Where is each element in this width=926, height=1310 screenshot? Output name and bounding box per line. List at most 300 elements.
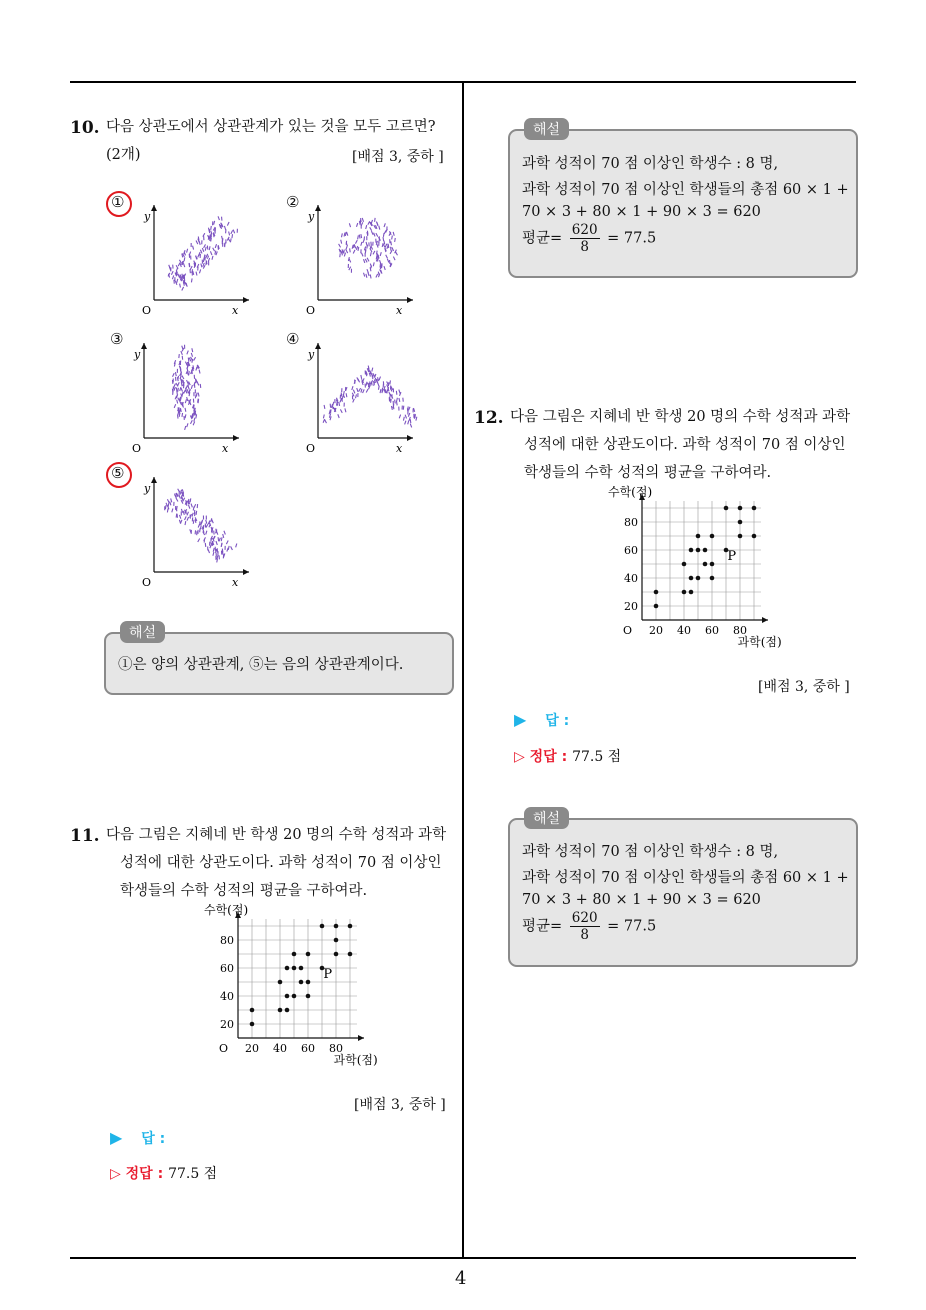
- mini-dot: [177, 279, 178, 283]
- q12-answer-row: [514, 746, 621, 766]
- mini-dot: [356, 223, 357, 227]
- mini-dot: [218, 216, 219, 220]
- mini-dot: [363, 389, 365, 393]
- avg-prefix: 평균=: [522, 230, 563, 247]
- mini-dot: [358, 379, 360, 383]
- mini-dot: [182, 413, 183, 417]
- mini-dot: [221, 537, 222, 541]
- mini-dot: [374, 233, 375, 237]
- data-point: [738, 506, 743, 511]
- mini-dot: [397, 401, 398, 405]
- mini-dot: [193, 422, 195, 426]
- mini-dot: [363, 239, 365, 243]
- data-point: [682, 590, 687, 595]
- q12-text-line2: 성적에 대한 상관도이다. 과학 성적이 70 점 이상인: [524, 437, 846, 453]
- mini-dot: [228, 546, 229, 550]
- data-point: [348, 924, 353, 929]
- mini-dot: [187, 351, 188, 355]
- mini-dot: [182, 346, 183, 350]
- x-tick-label: 20: [649, 624, 663, 637]
- mini-dot: [217, 559, 218, 563]
- mini-dot: [189, 252, 190, 256]
- mini-dot: [189, 371, 190, 375]
- avg-numerator: 620: [571, 222, 598, 238]
- mini-dot: [169, 265, 170, 269]
- mini-dot: [198, 393, 199, 397]
- mini-dot: [223, 534, 224, 538]
- q11-answer-value: 77.5 점: [168, 1166, 218, 1182]
- mini-x-label: x: [222, 442, 229, 455]
- mini-dot: [179, 495, 180, 499]
- mini-dot: [324, 405, 325, 409]
- mini-x-arrow: [233, 435, 239, 441]
- mini-dot: [399, 398, 400, 402]
- mini-dot: [210, 251, 211, 255]
- mini-dot: [349, 223, 350, 227]
- q12-answer-prompt-row: [514, 710, 569, 730]
- mini-dot: [366, 274, 367, 278]
- mini-dot: [181, 351, 183, 355]
- avg-fraction: [570, 222, 600, 255]
- y-axis-label: 수학(점): [608, 485, 653, 499]
- data-point: [348, 952, 353, 957]
- q12-explanation-average: [522, 910, 656, 943]
- mini-dot: [221, 543, 222, 547]
- mini-dot: [366, 382, 367, 386]
- avg-numerator: 620: [571, 910, 598, 926]
- mini-dot: [206, 261, 207, 265]
- mini-dot: [380, 252, 381, 256]
- mini-dot: [408, 407, 410, 411]
- data-point: [752, 534, 757, 539]
- mini-dot: [189, 392, 190, 396]
- mini-dot: [361, 218, 362, 222]
- mini-dot: [178, 489, 180, 493]
- mini-dot: [364, 259, 365, 263]
- data-point: [278, 980, 283, 985]
- mini-dot: [325, 420, 327, 424]
- mini-dot: [376, 233, 378, 237]
- mini-dot: [349, 267, 351, 271]
- mini-x-arrow: [243, 569, 249, 575]
- mini-dot: [333, 402, 334, 406]
- mini-dot: [215, 251, 216, 255]
- mini-dot: [393, 232, 394, 236]
- mini-dot: [193, 246, 194, 250]
- x-axis-label: 과학(점): [737, 635, 782, 649]
- data-point: [306, 980, 311, 985]
- mini-dot: [377, 244, 378, 248]
- q10-explanation-tag: 해설: [120, 621, 165, 643]
- q12-scatter-chart: [604, 482, 784, 652]
- mini-dot: [171, 271, 173, 275]
- y-tick-label: 80: [624, 516, 638, 529]
- data-point: [285, 1008, 290, 1013]
- mini-dot: [203, 258, 204, 262]
- mini-dot: [188, 505, 189, 509]
- mini-dot: [187, 517, 189, 521]
- outline-arrow-icon: ▷: [514, 749, 525, 765]
- y-tick-label: 60: [220, 962, 234, 975]
- mini-dot: [358, 247, 359, 251]
- mini-dot: [349, 259, 351, 263]
- y-tick-label: 20: [220, 1018, 234, 1031]
- mini-dot: [372, 368, 373, 372]
- data-point: [689, 548, 694, 553]
- mini-dot: [196, 511, 197, 515]
- q10-text-line2: (2개): [106, 147, 141, 163]
- mini-dot: [199, 269, 200, 273]
- mini-dot: [393, 257, 395, 261]
- mini-dot: [214, 221, 215, 225]
- mini-dot: [196, 393, 197, 397]
- mini-dot: [186, 388, 187, 392]
- mini-y-label: y: [308, 348, 315, 361]
- mini-dot: [354, 245, 356, 249]
- mini-dot: [182, 392, 183, 396]
- q11-answer-prompt-row: [110, 1128, 165, 1148]
- mini-dot: [371, 231, 373, 235]
- mini-dot: [175, 396, 177, 400]
- mini-dot: [236, 544, 237, 548]
- mini-dot: [187, 397, 188, 401]
- mini-dot: [370, 227, 372, 230]
- q11-explanation-line3: 70 × 3 + 80 × 1 + 90 × 3 = 620: [522, 204, 761, 220]
- data-point: [654, 590, 659, 595]
- mini-dot: [380, 389, 381, 393]
- q11-explanation-tag: 해설: [524, 118, 569, 140]
- mini-dot: [376, 255, 377, 259]
- mini-dot: [206, 531, 207, 535]
- mini-dot: [198, 399, 199, 403]
- mini-dot: [378, 386, 379, 390]
- data-point: [710, 562, 715, 567]
- mini-dot: [346, 250, 348, 254]
- mini-dot: [330, 409, 331, 413]
- mini-dot: [378, 272, 379, 276]
- mini-dot: [196, 367, 197, 371]
- mini-dot: [195, 519, 196, 523]
- mini-dot: [213, 548, 214, 552]
- mini-dot: [233, 230, 234, 234]
- correlation-options: [100, 200, 430, 600]
- mini-dot: [381, 270, 382, 274]
- mini-dot: [222, 236, 223, 240]
- mini-dot: [179, 520, 180, 524]
- q12-meta: [배점 3, 중하 ]: [758, 679, 850, 695]
- mini-dot: [384, 241, 385, 245]
- mini-dot: [196, 272, 197, 276]
- mini-dot: [378, 382, 379, 386]
- q12-explanation-line3: 70 × 3 + 80 × 1 + 90 × 3 = 620: [522, 892, 761, 908]
- q11-explanation-line2: 과학 성적이 70 점 이상인 학생들의 총점 60 × 1 +: [522, 182, 849, 198]
- mini-dot: [212, 256, 213, 260]
- mini-dot: [218, 537, 219, 541]
- mini-dot: [346, 393, 347, 397]
- origin-label: O: [622, 624, 632, 637]
- y-tick-label: 60: [624, 544, 638, 557]
- mini-dot: [391, 241, 392, 245]
- mini-dot: [353, 390, 355, 394]
- mini-dot: [178, 409, 179, 413]
- mini-dot: [339, 249, 340, 253]
- mini-origin-label: O: [142, 304, 152, 317]
- mini-dot: [213, 536, 215, 540]
- mini-dot: [337, 402, 338, 406]
- play-arrow-icon: ▶: [514, 710, 527, 729]
- mini-y-label: y: [144, 482, 151, 495]
- mini-dot: [200, 250, 202, 254]
- mini-y-label: y: [144, 210, 151, 223]
- mini-dot: [399, 390, 400, 394]
- y-axis-label: 수학(점): [204, 903, 249, 917]
- mini-dot: [396, 398, 397, 402]
- mini-dot: [352, 245, 353, 249]
- data-point: [250, 1008, 255, 1013]
- mini-dot: [344, 253, 345, 257]
- mini-dot: [194, 357, 196, 360]
- mini-dot: [346, 246, 347, 250]
- q11-text-line2: 성적에 대한 상관도이다. 과학 성적이 70 점 이상인: [120, 855, 442, 871]
- mini-dot: [341, 393, 342, 397]
- mini-dot: [361, 389, 362, 393]
- data-point: [299, 966, 304, 971]
- mini-dot: [229, 232, 230, 236]
- mini-dot: [191, 385, 192, 389]
- q10-number: 10.: [70, 118, 100, 138]
- mini-dot: [363, 273, 364, 277]
- mini-dot: [180, 387, 181, 391]
- mini-dot: [363, 378, 365, 382]
- mini-dot: [372, 373, 373, 377]
- mini-dot: [183, 511, 184, 515]
- data-point: [320, 924, 325, 929]
- mini-dot: [206, 520, 207, 524]
- data-point: [292, 952, 297, 957]
- mini-dot: [201, 521, 203, 525]
- mini-x-label: x: [232, 576, 239, 589]
- y-tick-label: 40: [220, 990, 234, 1003]
- option-3-label: ③: [110, 330, 124, 348]
- data-point: [738, 534, 743, 539]
- mini-dot: [193, 271, 194, 275]
- mini-dot: [205, 257, 206, 261]
- mini-dot: [211, 238, 212, 242]
- point-annotation: P: [323, 966, 333, 982]
- mini-dot: [361, 375, 362, 379]
- mini-dot: [382, 243, 383, 247]
- mini-dot: [391, 399, 392, 403]
- mini-dot: [213, 233, 214, 237]
- mini-dot: [180, 375, 181, 379]
- mini-dot: [170, 502, 171, 506]
- data-point: [285, 994, 290, 999]
- mini-dot: [174, 404, 176, 408]
- origin-label: O: [218, 1042, 228, 1055]
- mini-dot: [183, 380, 184, 384]
- mini-dot: [193, 520, 194, 524]
- mini-dot: [203, 233, 205, 236]
- q12-answer-value: 77.5 점: [572, 749, 622, 765]
- mini-dot: [177, 377, 178, 381]
- q11-answer-prompt: 답 :: [141, 1131, 166, 1147]
- mini-dot: [332, 405, 333, 409]
- mini-dot: [180, 263, 181, 267]
- mini-dot: [207, 254, 209, 258]
- mini-dot: [395, 400, 396, 404]
- data-point: [703, 548, 708, 553]
- q11-answer-row: [110, 1163, 217, 1183]
- q12-explanation-line1: 과학 성적이 70 점 이상인 학생수 : 8 명,: [522, 844, 779, 860]
- mini-dot: [367, 245, 368, 249]
- mini-dot: [356, 394, 357, 398]
- x-tick-label: 80: [733, 624, 747, 637]
- mini-dot: [376, 274, 378, 278]
- mini-dot: [340, 409, 342, 413]
- mini-dot: [366, 389, 368, 393]
- mini-dot: [179, 366, 180, 370]
- mini-dot: [384, 223, 385, 227]
- mini-dot: [323, 419, 324, 423]
- mini-dot: [405, 421, 406, 425]
- option-1-label: ①: [111, 193, 125, 211]
- mini-dot: [181, 495, 182, 499]
- mini-dot: [190, 420, 192, 424]
- mini-dot: [208, 549, 209, 553]
- mini-dot: [345, 232, 346, 236]
- mini-dot: [339, 244, 341, 247]
- mini-x-label: x: [396, 304, 403, 317]
- mini-dot: [339, 402, 340, 406]
- mini-dot: [171, 498, 172, 502]
- mini-dot: [174, 363, 175, 367]
- mini-x-arrow: [243, 297, 249, 303]
- q12-number: 12.: [474, 408, 504, 428]
- mini-dot: [189, 263, 190, 267]
- mini-dot: [216, 251, 217, 255]
- mini-dot: [184, 390, 186, 394]
- mini-dot: [213, 552, 214, 556]
- mini-dot: [383, 233, 384, 237]
- q11-explanation-average: [522, 222, 656, 255]
- mini-dot: [373, 262, 374, 266]
- data-point: [285, 966, 290, 971]
- q11-explanation-line1: 과학 성적이 70 점 이상인 학생수 : 8 명,: [522, 156, 779, 172]
- data-point: [696, 576, 701, 581]
- play-arrow-icon: ▶: [110, 1128, 123, 1147]
- mini-dot: [202, 248, 203, 252]
- mini-dot: [368, 221, 370, 225]
- mini-dot: [344, 391, 345, 395]
- mini-y-label: y: [308, 210, 315, 223]
- mini-dot: [405, 415, 406, 419]
- mini-dot: [391, 406, 392, 410]
- mini-dot: [361, 242, 362, 246]
- mini-dot: [184, 257, 185, 261]
- q10-explanation-text: ①은 양의 상관관계, ⑤는 음의 상관관계이다.: [118, 657, 404, 673]
- mini-dot: [385, 244, 387, 248]
- mini-dot: [219, 538, 220, 542]
- data-point: [334, 938, 339, 943]
- mini-dot: [361, 253, 363, 257]
- column-divider: [462, 82, 464, 1259]
- q11-text-line1: 다음 그림은 지혜네 반 학생 20 명의 수학 성적과 과학: [106, 827, 447, 843]
- mini-dot: [323, 414, 324, 418]
- mini-dot: [205, 247, 206, 251]
- mini-dot: [396, 252, 398, 255]
- mini-dot: [216, 541, 217, 545]
- mini-dot: [167, 499, 169, 503]
- mini-dot: [190, 498, 191, 502]
- mini-dot: [338, 414, 339, 418]
- mini-dot: [191, 278, 192, 282]
- mini-dot: [368, 272, 369, 276]
- x-tick-label: 40: [273, 1042, 287, 1055]
- mini-dot: [199, 241, 200, 245]
- mini-dot: [187, 249, 188, 253]
- mini-x-arrow: [407, 297, 413, 303]
- mini-dot: [200, 525, 201, 529]
- mini-dot: [228, 238, 230, 242]
- mini-dot: [187, 512, 189, 516]
- mini-dot: [177, 506, 178, 510]
- mini-dot: [198, 538, 200, 541]
- mini-dot: [383, 237, 384, 241]
- x-axis-arrow: [358, 1035, 364, 1041]
- mini-dot: [227, 222, 229, 226]
- mini-dot: [230, 238, 231, 242]
- data-point: [696, 548, 701, 553]
- mini-dot: [185, 408, 186, 412]
- mini-dot: [204, 244, 206, 248]
- q11-meta: [배점 3, 중하 ]: [354, 1097, 446, 1113]
- data-point: [682, 562, 687, 567]
- avg-prefix: 평균=: [522, 918, 563, 935]
- mini-dot: [201, 263, 202, 267]
- mini-dot: [387, 389, 388, 393]
- avg-fraction: [570, 910, 600, 943]
- mini-dot: [352, 386, 353, 390]
- mini-dot: [365, 259, 367, 263]
- q10-meta: [배점 3, 중하 ]: [352, 149, 444, 165]
- mini-dot: [211, 226, 212, 230]
- mini-dot: [210, 235, 211, 239]
- mini-dot: [382, 388, 383, 392]
- mini-dot: [209, 246, 210, 250]
- mini-dot: [366, 225, 367, 229]
- mini-dot: [188, 358, 189, 362]
- q11-scatter-chart: [200, 900, 380, 1070]
- data-point: [299, 980, 304, 985]
- mini-dot: [182, 287, 184, 291]
- mini-dot: [357, 388, 358, 392]
- mini-dot: [187, 380, 189, 384]
- mini-dot: [231, 230, 233, 234]
- data-point: [696, 534, 701, 539]
- data-point: [689, 576, 694, 581]
- mini-y-arrow: [315, 205, 321, 211]
- option-5-label: ⑤: [111, 464, 125, 482]
- mini-dot: [185, 414, 186, 418]
- mini-dot: [329, 410, 330, 414]
- mini-dot: [178, 263, 180, 267]
- mini-dot: [387, 259, 389, 263]
- data-point: [703, 562, 708, 567]
- mini-dot: [178, 274, 180, 278]
- mini-dot: [392, 235, 393, 239]
- mini-dot: [175, 372, 176, 376]
- mini-x-label: x: [396, 442, 403, 455]
